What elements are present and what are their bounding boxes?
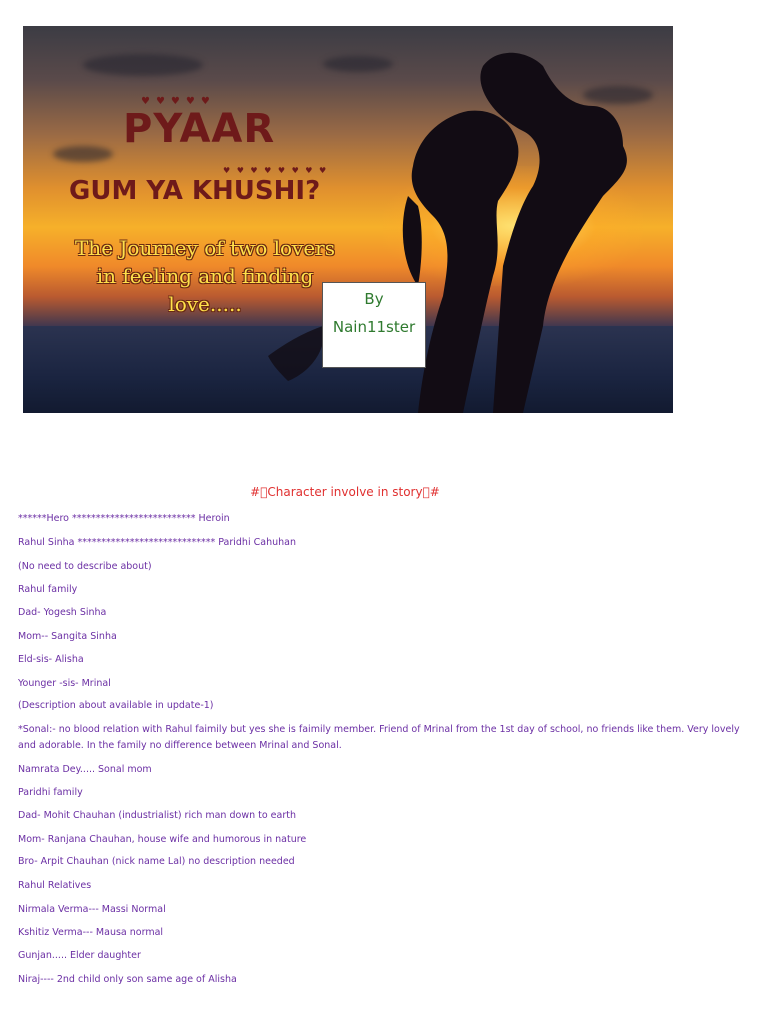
text-line: Niraj---- 2nd child only son same age of Alisha [18,974,237,985]
text-line: Eld-sis- Alisha [18,654,84,665]
text-paragraph: *Sonal:- no blood relation with Rahul faimily but yes she is faimily member. Friend of Mrinal from the 1st day of school, no friends like them. Very lovely and adorable. In the family no difference between Mrinal and Sonal. [18,724,740,751]
text-line: Rahul Sinha ***************************** Paridhi Cahuhan [18,537,296,548]
author-box [322,282,426,368]
text-line: (Description about available in update-1) [18,700,214,711]
text-line: Mom- Ranjana Chauhan, house wife and humorous in nature [18,834,307,845]
text-line: Mom-- Sangita Sinha [18,631,117,642]
author-name: Nain11ster [332,318,416,336]
hearts-decoration: ♥♥♥♥♥ [141,96,216,107]
cover-image [23,26,673,413]
character-heading: # Character involve in story # [250,485,440,499]
text-line: (No need to describe about) [18,561,152,572]
text-line: Dad- Yogesh Sinha [18,607,107,618]
text-line: Rahul Relatives [18,880,92,891]
tagline-line: love..... [168,292,242,316]
by-label: By [364,290,384,308]
text-line: Namrata Dey..... Sonal mom [18,764,152,775]
text-line: Kshitiz Verma--- Mausa normal [18,927,164,938]
text-line: Dad- Mohit Chauhan (industrialist) rich man down to earth [18,810,297,821]
cover-subtitle: GUM YA KHUSHI? [69,176,321,206]
cover-tagline [65,234,345,318]
text-line: ******Hero ************************** Heroin [18,513,230,524]
tagline-line: The Journey of two lovers [74,236,336,260]
text-line: Younger -sis- Mrinal [18,678,111,689]
hearts-decoration: ♥ ♥ ♥ ♥ ♥ ♥ ♥ ♥ [223,166,329,175]
text-line: Gunjan..... Elder daughter [18,950,141,961]
tagline-line: in feeling and finding [96,264,314,288]
text-line: Paridhi family [18,787,83,798]
text-line: Rahul family [18,584,78,595]
text-line: Bro- Arpit Chauhan (nick name Lal) no description needed [18,856,295,867]
cover-title: PYAAR [123,106,276,152]
text-line: Nirmala Verma--- Massi Normal [18,904,166,915]
